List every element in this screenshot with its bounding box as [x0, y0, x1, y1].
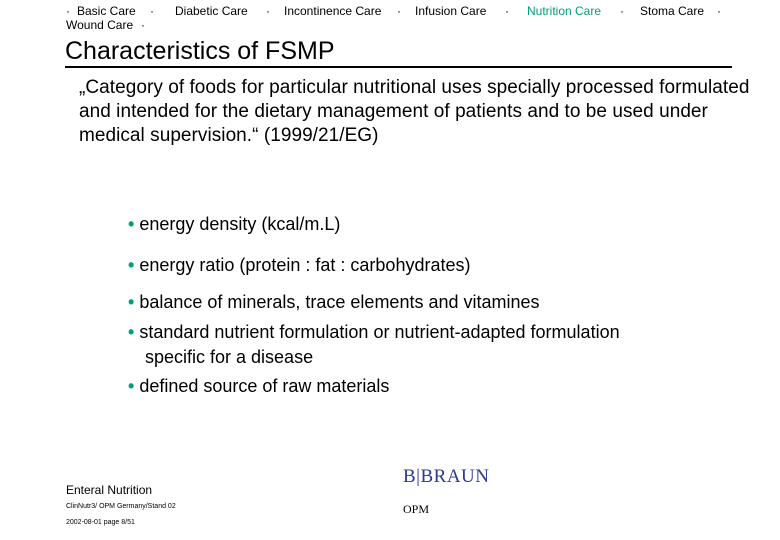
nav-item-stoma-care[interactable]: Stoma Care [640, 4, 705, 18]
bullet-item [128, 290, 540, 314]
bullet-text: balance of minerals, trace elements and vitamines [139, 292, 540, 312]
nav-separator: · [150, 4, 154, 18]
nav-separator: · [397, 4, 401, 18]
nav-item-nutrition-care[interactable]: Nutrition Care [527, 4, 602, 18]
bullet-text: standard nutrient formulation or nutrient-adapted formulation [139, 322, 620, 342]
bullet-text: energy density (kcal/m.L) [139, 214, 341, 234]
bullet-text: defined source of raw materials [139, 376, 390, 396]
nav-item-diabetic-care[interactable]: Diabetic Care [175, 4, 248, 18]
bullet-item [128, 253, 470, 277]
bullet-icon: • [128, 292, 135, 312]
nav-separator: · [505, 4, 509, 18]
bullet-item [128, 320, 620, 344]
bullet-icon: • [128, 255, 135, 275]
nav-separator: · [141, 18, 145, 32]
bullet-item [128, 212, 340, 236]
footer-date-page: 2002-08-01 page 8/51 [66, 519, 135, 526]
nav-item-infusion-care[interactable]: Infusion Care [415, 4, 487, 18]
footer-reference: ClinNutr3/ OPM Germany/Stand 02 [66, 503, 176, 510]
nav-item-basic-care[interactable]: Basic Care [77, 4, 136, 18]
logo-subtitle: OPM [403, 502, 430, 516]
bullet-continuation: specific for a disease [145, 347, 314, 367]
bullet-text: energy ratio (protein : fat : carbohydrates) [139, 255, 471, 275]
nav-separator: · [266, 4, 270, 18]
nav-separator: · [66, 4, 70, 18]
bullet-icon: • [128, 376, 135, 396]
bullet-item [128, 374, 389, 398]
nav-item-wound-care[interactable]: Wound Care [66, 18, 134, 32]
braun-logo: B|BRAUN [403, 466, 490, 487]
footer-section-label: Enteral Nutrition [66, 483, 153, 497]
title-underline [65, 66, 732, 68]
nav-separator: · [717, 4, 721, 18]
bullet-icon: • [128, 214, 135, 234]
definition-quote: „Category of foods for particular nutritional uses specially processed formulated and intended for the dietary management of patients and to be used under medical supervision.“ (1999/21/EG) [79, 77, 750, 146]
page-title: Characteristics of FSMP [65, 37, 335, 65]
bullet-icon: • [128, 322, 135, 342]
nav-item-incontinence-care[interactable]: Incontinence Care [284, 4, 382, 18]
nav-separator: · [620, 4, 624, 18]
